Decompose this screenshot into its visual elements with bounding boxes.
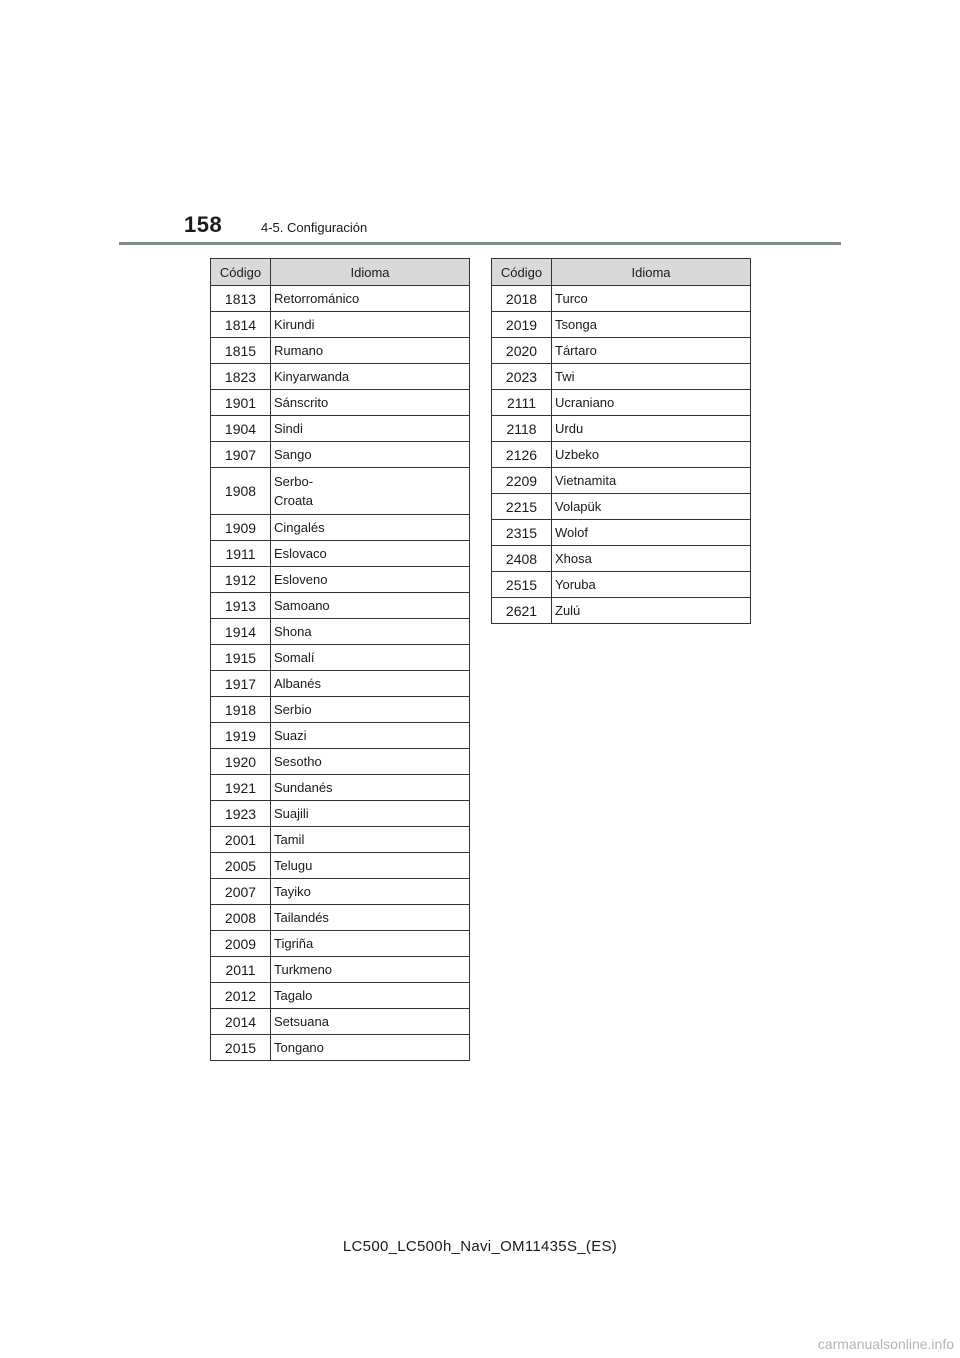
table-row <box>211 338 470 364</box>
table-row <box>211 801 470 827</box>
table-row <box>492 520 751 546</box>
language-name: Tamil <box>271 827 470 853</box>
table-row <box>211 1009 470 1035</box>
language-name: Yoruba <box>552 572 751 598</box>
language-code: 1904 <box>211 416 271 442</box>
table-row <box>492 546 751 572</box>
language-code: 1815 <box>211 338 271 364</box>
page-number: 158 <box>184 212 223 237</box>
column-header-language: Idioma <box>271 259 470 286</box>
language-name: Samoano <box>271 593 470 619</box>
language-code: 2014 <box>211 1009 271 1035</box>
language-code: 1923 <box>211 801 271 827</box>
table-row <box>211 468 470 515</box>
language-code: 1908 <box>211 468 271 515</box>
language-name: Xhosa <box>552 546 751 572</box>
language-code: 2118 <box>492 416 552 442</box>
language-name: Turkmeno <box>271 957 470 983</box>
table-row <box>211 645 470 671</box>
table-row <box>492 312 751 338</box>
language-name: Serbio <box>271 697 470 723</box>
language-name: Retorrománico <box>271 286 470 312</box>
language-name: Eslovaco <box>271 541 470 567</box>
language-code: 2008 <box>211 905 271 931</box>
language-code: 2023 <box>492 364 552 390</box>
language-name: Vietnamita <box>552 468 751 494</box>
language-name: Sesotho <box>271 749 470 775</box>
table-header-row <box>492 259 751 286</box>
table-row <box>211 286 470 312</box>
language-name: Tongano <box>271 1035 470 1061</box>
language-name: Ucraniano <box>552 390 751 416</box>
table-row <box>211 541 470 567</box>
table-row <box>211 593 470 619</box>
language-name: Kinyarwanda <box>271 364 470 390</box>
table-row <box>492 598 751 624</box>
table-row <box>492 468 751 494</box>
language-name: Tagalo <box>271 983 470 1009</box>
language-code: 2012 <box>211 983 271 1009</box>
language-name: Esloveno <box>271 567 470 593</box>
table-row <box>211 671 470 697</box>
language-code: 2018 <box>492 286 552 312</box>
language-code: 1901 <box>211 390 271 416</box>
language-code: 2015 <box>211 1035 271 1061</box>
language-code: 2111 <box>492 390 552 416</box>
document-id-footer: LC500_LC500h_Navi_OM11435S_(ES) <box>342 1238 618 1255</box>
table-row <box>211 390 470 416</box>
language-code: 2019 <box>492 312 552 338</box>
table-row <box>211 723 470 749</box>
language-name: Suajili <box>271 801 470 827</box>
language-name: Tailandés <box>271 905 470 931</box>
table-body <box>211 286 470 1061</box>
language-code: 1813 <box>211 286 271 312</box>
language-code-table-right <box>491 258 751 624</box>
language-code: 2005 <box>211 853 271 879</box>
language-code: 1914 <box>211 619 271 645</box>
language-code: 1915 <box>211 645 271 671</box>
table-row <box>211 983 470 1009</box>
language-name: Albanés <box>271 671 470 697</box>
language-name: Suazi <box>271 723 470 749</box>
table-row <box>211 312 470 338</box>
table-row <box>211 697 470 723</box>
table-row <box>492 442 751 468</box>
language-code: 2408 <box>492 546 552 572</box>
table-row <box>211 775 470 801</box>
language-code: 2001 <box>211 827 271 853</box>
table-row <box>211 1035 470 1061</box>
language-code: 2126 <box>492 442 552 468</box>
table-row <box>492 416 751 442</box>
table-body <box>492 286 751 624</box>
language-code: 2621 <box>492 598 552 624</box>
language-name: Tsonga <box>552 312 751 338</box>
language-name: Kirundi <box>271 312 470 338</box>
table-row <box>211 364 470 390</box>
table-row <box>211 853 470 879</box>
language-name: Tayiko <box>271 879 470 905</box>
table-row <box>492 364 751 390</box>
table-row <box>492 494 751 520</box>
language-name: Sundanés <box>271 775 470 801</box>
language-name: Sánscrito <box>271 390 470 416</box>
language-code: 1921 <box>211 775 271 801</box>
table-header-row <box>211 259 470 286</box>
language-code: 1917 <box>211 671 271 697</box>
language-name: Cingalés <box>271 515 470 541</box>
language-name: Tigriña <box>271 931 470 957</box>
language-code: 2007 <box>211 879 271 905</box>
column-header-language: Idioma <box>552 259 751 286</box>
table-row <box>211 827 470 853</box>
language-code: 2515 <box>492 572 552 598</box>
language-code: 1920 <box>211 749 271 775</box>
language-name: Twi <box>552 364 751 390</box>
table-row <box>211 905 470 931</box>
language-code: 1913 <box>211 593 271 619</box>
language-name: Wolof <box>552 520 751 546</box>
language-code: 2209 <box>492 468 552 494</box>
language-code: 1911 <box>211 541 271 567</box>
language-name: Somalí <box>271 645 470 671</box>
language-code: 1823 <box>211 364 271 390</box>
language-name: Uzbeko <box>552 442 751 468</box>
language-code: 1912 <box>211 567 271 593</box>
language-code: 1918 <box>211 697 271 723</box>
language-code: 1907 <box>211 442 271 468</box>
table-row <box>492 338 751 364</box>
page-header <box>0 0 960 250</box>
language-code: 2215 <box>492 494 552 520</box>
language-code: 2020 <box>492 338 552 364</box>
column-header-code: Código <box>211 259 271 286</box>
language-code: 2315 <box>492 520 552 546</box>
language-code: 2011 <box>211 957 271 983</box>
language-name: Tártaro <box>552 338 751 364</box>
language-name: Urdu <box>552 416 751 442</box>
language-name: Telugu <box>271 853 470 879</box>
language-name: Rumano <box>271 338 470 364</box>
table-row <box>211 515 470 541</box>
language-name: Sindi <box>271 416 470 442</box>
table-row <box>492 286 751 312</box>
section-title: 4-5. Configuración <box>261 220 368 235</box>
column-header-code: Código <box>492 259 552 286</box>
language-name: Serbo- Croata <box>271 468 470 515</box>
table-row <box>492 390 751 416</box>
language-code-table-left <box>210 258 470 1061</box>
language-code: 2009 <box>211 931 271 957</box>
table-row <box>492 572 751 598</box>
language-name: Shona <box>271 619 470 645</box>
language-code: 1919 <box>211 723 271 749</box>
language-name: Volapük <box>552 494 751 520</box>
language-name: Zulú <box>552 598 751 624</box>
language-name: Setsuana <box>271 1009 470 1035</box>
language-code: 1909 <box>211 515 271 541</box>
table-row <box>211 416 470 442</box>
language-code: 1814 <box>211 312 271 338</box>
watermark: carmanualsonline.info <box>817 1336 954 1352</box>
language-name: Turco <box>552 286 751 312</box>
table-row <box>211 442 470 468</box>
table-row <box>211 879 470 905</box>
table-row <box>211 931 470 957</box>
table-row <box>211 567 470 593</box>
table-row <box>211 957 470 983</box>
table-row <box>211 749 470 775</box>
header-divider <box>119 242 841 245</box>
language-name: Sango <box>271 442 470 468</box>
table-row <box>211 619 470 645</box>
